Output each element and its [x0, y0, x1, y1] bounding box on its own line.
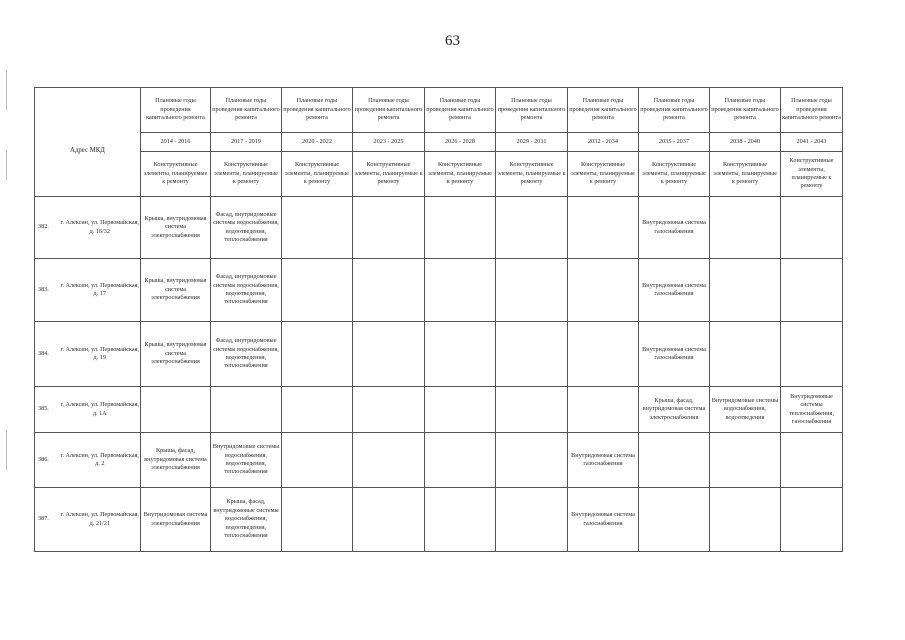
repair-elements-cell: Крыша, внутридомовая система электроснабжения	[141, 322, 211, 387]
repair-elements-cell	[282, 488, 353, 552]
repair-elements-cell	[496, 197, 568, 259]
repair-elements-cell	[353, 488, 425, 552]
repair-elements-cell	[496, 259, 568, 322]
repair-elements-cell: Внутридомовые системы теплоснабжения, газоснабжения	[781, 387, 843, 433]
repair-elements-cell	[568, 322, 639, 387]
repair-elements-cell	[568, 197, 639, 259]
repair-elements-cell: Фасад, внутридомовые системы водоснабжения, водоотведения, теплоснабжения	[211, 259, 282, 322]
table-row	[35, 433, 843, 488]
scan-edge-mark	[6, 150, 7, 180]
repair-elements-cell	[781, 322, 843, 387]
building-address: г. Алексин, ул. Первомайская, д. 19	[60, 322, 141, 387]
column-heading: Плановые годы проведения капитального ремонта	[141, 88, 211, 133]
elements-label: Конструктивные элементы, планируемые к ремонту	[781, 152, 843, 197]
column-heading: Плановые годы проведения капитального ремонта	[496, 88, 568, 133]
table-row	[35, 322, 843, 387]
header-row-elements	[35, 152, 843, 197]
repair-elements-cell	[425, 433, 496, 488]
period-label: 2035 - 2037	[639, 133, 710, 152]
table-row	[35, 387, 843, 433]
address-header-label: Адрес МКД	[70, 146, 105, 154]
repair-elements-cell: Внутридомовые системы водоснабжения, водоотведения, теплоснабжения	[211, 433, 282, 488]
repair-elements-cell	[282, 433, 353, 488]
column-heading: Плановые годы проведения капитального ремонта	[781, 88, 843, 133]
scan-edge-mark	[6, 430, 7, 470]
repair-elements-cell: Внутридомовая система газоснабжения	[639, 259, 710, 322]
elements-label: Конструктивные элементы, планируемые к ремонту	[141, 152, 211, 197]
row-number: 384.	[35, 322, 60, 387]
building-address: г. Алексин, ул. Первомайская, д. 17	[60, 259, 141, 322]
repair-elements-cell	[710, 322, 781, 387]
repair-elements-cell	[496, 387, 568, 433]
row-number: 385.	[35, 387, 60, 433]
repair-elements-cell: Фасад, внутридомовые системы водоснабжения, водоотведения, теплоснабжения	[211, 322, 282, 387]
period-label: 2041 - 2043	[781, 133, 843, 152]
repair-elements-cell	[496, 488, 568, 552]
repair-elements-cell	[568, 387, 639, 433]
column-heading: Плановые годы проведения капитального ремонта	[353, 88, 425, 133]
repair-elements-cell	[425, 259, 496, 322]
repair-elements-cell: Крыша, внутридомовая система электроснабжения	[141, 197, 211, 259]
repair-elements-cell	[282, 322, 353, 387]
repair-elements-cell: Крыша, фасад, внутридомовая система электроснабжения	[639, 387, 710, 433]
period-label: 2017 - 2019	[211, 133, 282, 152]
repair-elements-cell: Фасад, внутридомовые системы водоснабжения, водоотведения, теплоснабжения	[211, 197, 282, 259]
table-row	[35, 259, 843, 322]
repair-elements-cell	[710, 433, 781, 488]
repair-elements-cell	[496, 322, 568, 387]
elements-label: Конструктивные элементы, планируемые к ремонту	[710, 152, 781, 197]
period-label: 2032 - 2034	[568, 133, 639, 152]
repair-elements-cell	[353, 387, 425, 433]
repair-elements-cell: Крыша, внутридомовая система электроснабжения	[141, 259, 211, 322]
repair-elements-cell	[568, 259, 639, 322]
column-heading: Плановые годы проведения капитального ремонта	[282, 88, 353, 133]
repair-elements-cell	[141, 387, 211, 433]
repair-elements-cell: Внутридомовая система газоснабжения	[568, 488, 639, 552]
repair-elements-cell	[211, 387, 282, 433]
period-label: 2014 - 2016	[141, 133, 211, 152]
table-row	[35, 197, 843, 259]
repair-elements-cell: Крыша, фасад, внутридомовая система электроснабжения	[141, 433, 211, 488]
repair-elements-cell	[353, 197, 425, 259]
address-header	[35, 88, 141, 197]
repair-elements-cell	[639, 488, 710, 552]
column-heading: Плановые годы проведения капитального ремонта	[710, 88, 781, 133]
row-number: 382.	[35, 197, 60, 259]
repair-elements-cell	[353, 433, 425, 488]
row-number: 387.	[35, 488, 60, 552]
period-label: 2026 - 2028	[425, 133, 496, 152]
repair-schedule-table	[34, 87, 843, 552]
header-row-periods	[35, 133, 843, 152]
elements-label: Конструктивные элементы, планируемые к ремонту	[353, 152, 425, 197]
repair-elements-cell	[425, 197, 496, 259]
column-heading: Плановые годы проведения капитального ремонта	[568, 88, 639, 133]
repair-elements-cell: Внутридомовая система газоснабжения	[639, 322, 710, 387]
scan-edge-mark	[6, 70, 7, 110]
period-label: 2029 - 2031	[496, 133, 568, 152]
repair-elements-cell	[781, 259, 843, 322]
repair-elements-cell	[425, 387, 496, 433]
repair-elements-cell: Внутридомовая система газоснабжения	[568, 433, 639, 488]
table-row	[35, 488, 843, 552]
repair-elements-cell	[282, 197, 353, 259]
elements-label: Конструктивные элементы, планируемые к ремонту	[496, 152, 568, 197]
repair-elements-cell	[710, 488, 781, 552]
building-address: г. Алексин, ул. Первомайская, д. 1А	[60, 387, 141, 433]
repair-elements-cell	[282, 259, 353, 322]
elements-label: Конструктивные элементы, планируемые к ремонту	[211, 152, 282, 197]
page-number: 63	[445, 33, 460, 49]
period-label: 2023 - 2025	[353, 133, 425, 152]
repair-elements-cell	[282, 387, 353, 433]
building-address: г. Алексин, ул. Первомайская, д. 21/21	[60, 488, 141, 552]
elements-label: Конструктивные элементы, планируемые к ремонту	[425, 152, 496, 197]
repair-elements-cell	[496, 433, 568, 488]
repair-elements-cell	[353, 259, 425, 322]
column-heading: Плановые годы проведения капитального ремонта	[425, 88, 496, 133]
repair-elements-cell	[353, 322, 425, 387]
repair-elements-cell	[710, 259, 781, 322]
row-number: 383.	[35, 259, 60, 322]
elements-label: Конструктивные элементы, планируемые к ремонту	[282, 152, 353, 197]
repair-elements-cell	[425, 322, 496, 387]
repair-elements-cell	[425, 488, 496, 552]
repair-elements-cell: Внутридомовые системы водоснабжения, водоотведения	[710, 387, 781, 433]
period-label: 2038 - 2040	[710, 133, 781, 152]
repair-elements-cell: Крыша, фасад, внутридомовые системы водоснабжения, водоотведения, теплоснабжения	[211, 488, 282, 552]
elements-label: Конструктивные элементы, планируемые к ремонту	[568, 152, 639, 197]
repair-elements-cell: Внутридомовая система газоснабжения	[639, 197, 710, 259]
column-heading: Плановые годы проведения капитального ремонта	[639, 88, 710, 133]
repair-elements-cell: Внутридомовая система электроснабжения	[141, 488, 211, 552]
repair-elements-cell	[710, 197, 781, 259]
repair-elements-cell	[781, 488, 843, 552]
repair-elements-cell	[781, 433, 843, 488]
column-heading: Плановые годы проведения капитального ремонта	[211, 88, 282, 133]
building-address: г. Алексин, ул. Первомайская, д. 2	[60, 433, 141, 488]
repair-elements-cell	[781, 197, 843, 259]
period-label: 2020 - 2022	[282, 133, 353, 152]
row-number: 386.	[35, 433, 60, 488]
header-row-headings	[35, 88, 843, 133]
elements-label: Конструктивные элементы, планируемые к ремонту	[639, 152, 710, 197]
repair-elements-cell	[639, 433, 710, 488]
building-address: г. Алексин, ул. Первомайская, д. 16/32	[60, 197, 141, 259]
